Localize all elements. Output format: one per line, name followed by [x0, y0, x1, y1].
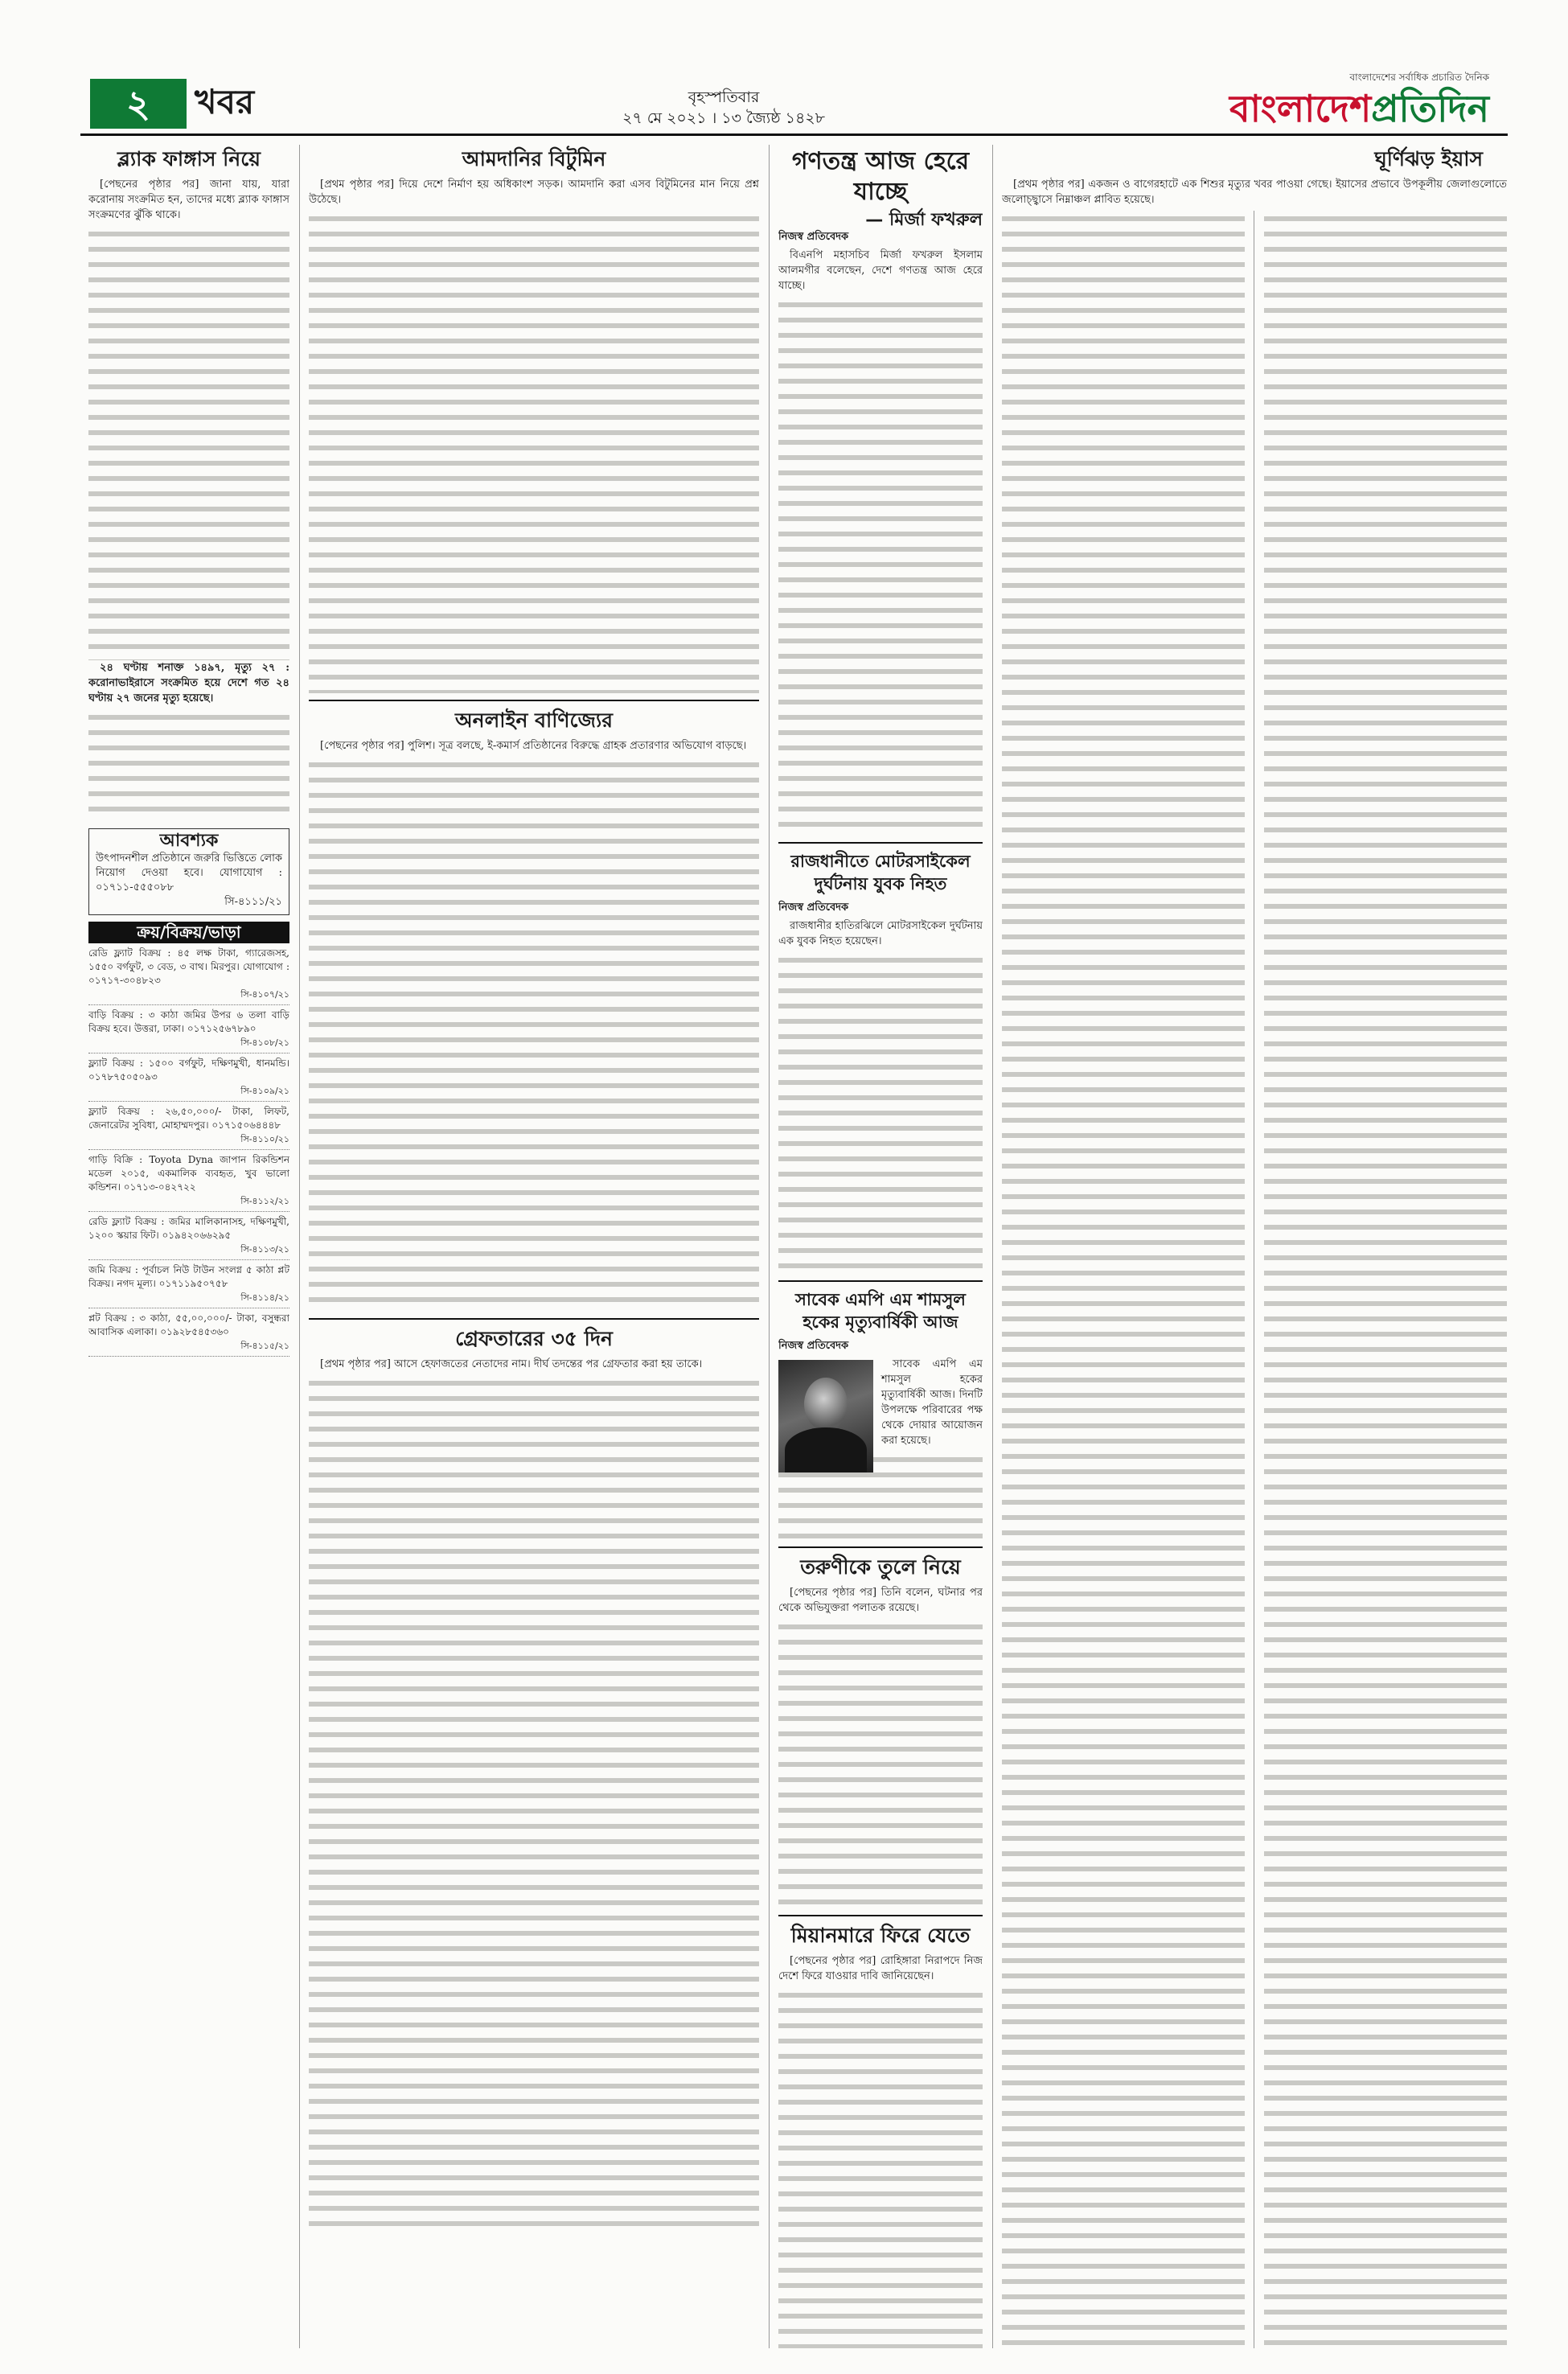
masthead-tagline: বাংলাদেশের সর্বাধিক প্রচারিত দৈনিক	[1349, 72, 1489, 83]
classified-ad	[88, 1005, 289, 1054]
newspaper-masthead	[1229, 71, 1489, 130]
classified-ad-text: জমি বিক্রয় : পূর্বাচল নিউ টাউন সংলগ্ন ৫ কাঠা প্লট বিক্রয়। নগদ মূল্য। ০১৭১১৯৫০৭৫৮	[88, 1264, 289, 1289]
story-myanmar-lead: [পেছনের পৃষ্ঠার পর] রোহিঙ্গারা নিরাপদে নিজ দেশে ফিরে যাওয়ার দাবি জানিয়েছেন।	[778, 1955, 983, 1982]
story-democracy-body	[778, 297, 983, 836]
story-covid-update-body	[88, 709, 289, 822]
column-divider	[769, 145, 770, 2348]
classified-ad	[88, 1150, 289, 1212]
dateline	[474, 87, 973, 129]
masthead-name	[1229, 87, 1489, 130]
story-bitumen-title: আমদানির বিটুমিন	[462, 147, 606, 170]
classified-ad-code: সি-৪১১৫/২১	[240, 1341, 289, 1351]
story-black-fungus-body	[88, 226, 289, 660]
classified-ad-text: বাড়ি বিক্রয় : ৩ কাঠা জমির উপর ৬ তলা বাড়ি বিক্রয় হবে। উত্তরা, ঢাকা। ০১৭১২৫৬৭৮৯০	[88, 1009, 289, 1034]
column-divider	[992, 145, 993, 2348]
column-divider	[299, 145, 300, 2348]
story-divider	[778, 1280, 983, 1282]
story-motorcycle-lead: রাজধানীর হাতিরঝিলে মোটরসাইকেল দুর্ঘটনায় এক যুবক নিহত হয়েছেন।	[778, 920, 983, 947]
classified-ad-code: সি-৪১০৭/২১	[240, 989, 289, 1000]
page-number-badge: ২	[90, 79, 187, 129]
story-democracy-title: গণতন্ত্র আজ হেরে যাচ্ছে	[791, 147, 970, 206]
story-anniversary-byline: নিজস্ব প্রতিবেদক	[778, 1340, 849, 1352]
story-kidnap-title: তরুণীকে তুলে নিয়ে	[800, 1555, 961, 1579]
classified-ad	[88, 1260, 289, 1308]
story-divider	[778, 842, 983, 844]
classified-ad	[88, 1308, 289, 1357]
notice-title: আবশ্যক	[159, 831, 219, 851]
story-kidnap-body	[778, 1619, 983, 1908]
classified-ad-text: রেডি ফ্ল্যাট বিক্রয় : জমির মালিকানাসহ, দক্ষিণমুখী, ১২০০ স্কয়ার ফিট। ০১৯৪২০৬৬২৯৫	[88, 1216, 289, 1241]
classified-ad	[88, 1054, 289, 1102]
story-kidnap-lead: [পেছনের পৃষ্ঠার পর] তিনি বলেন, ঘটনার পর থেকে অভিযুক্তরা পলাতক রয়েছে।	[778, 1587, 983, 1614]
story-cyclone-lead: [প্রথম পৃষ্ঠার পর] একজন ও বাগেরহাটে এক শিশুর মৃত্যুর খবর পাওয়া গেছে। ইয়াসের প্রভাবে উপকূলীয় জেলাগুলোতে জলোচ্ছ্বাসে নিম্নাঞ্চল প্লাবিত হয়েছে।	[1002, 179, 1507, 206]
story-divider	[778, 1915, 983, 1916]
classified-ad	[88, 943, 289, 1005]
story-arrest-title: গ্রেফতারের ৩৫ দিন	[455, 1327, 613, 1350]
classified-section-title: ক্রয়/বিক্রয়/ভাড়া	[88, 922, 289, 943]
date: ২৭ মে ২০২১ । ১৩ জ্যৈষ্ঠ ১৪২৮	[622, 109, 825, 127]
story-myanmar-body	[778, 1987, 983, 2348]
story-motorcycle-title: রাজধানীতে মোটরসাইকেল দুর্ঘটনায় যুবক নিহত	[790, 852, 971, 893]
story-ecommerce-lead: [পেছনের পৃষ্ঠার পর] পুলিশ। সূত্র বলছে, ই-কমার্স প্রতিষ্ঠানের বিরুদ্ধে গ্রাহক প্রতারণার অভিযোগ বাড়ছে।	[320, 740, 747, 752]
notice-box	[88, 828, 289, 915]
header-divider	[80, 133, 1508, 136]
page-header	[0, 0, 1568, 141]
classified-ad-code: সি-৪১১২/২১	[240, 1196, 289, 1206]
story-ecommerce-body	[309, 757, 759, 1312]
story-motorcycle-body	[778, 952, 983, 1274]
story-divider	[309, 700, 759, 701]
column-3	[778, 145, 983, 2348]
classified-ad-text: ফ্ল্যাট বিক্রয় : ২৬,৫০,০০০/- টাকা, লিফট, জেনারেটর সুবিধা, মোহাম্মদপুর। ০১৭১৫০৬৪৪৪৮	[88, 1106, 289, 1131]
notice-code: সি-৪১১১/২১	[224, 896, 282, 908]
classified-ad-text: প্লট বিক্রয় : ৩ কাঠা, ৫৫,০০,০০০/- টাকা, বসুন্ধরা আবাসিক এলাকা। ০১৯২৮৫৪৫৩৬০	[88, 1312, 289, 1337]
story-arrest-lead: [প্রথম পৃষ্ঠার পর] আসে হেফাজতের নেতাদের নাম। দীর্ঘ তদন্তের পর গ্রেফতার করা হয় তাকে।	[320, 1358, 703, 1370]
notice-body: উৎপাদনশীল প্রতিষ্ঠানে জরুরি ভিত্তিতে লোক নিয়োগ দেওয়া হবে। যোগাযোগ : ০১৭১১-৫৫৫০৮৮	[96, 852, 282, 893]
column-4	[1002, 145, 1507, 2348]
story-arrest-body	[309, 1375, 759, 2228]
weekday: বৃহস্পতিবার	[688, 88, 760, 106]
classified-ad	[88, 1102, 289, 1150]
classified-ad	[88, 1212, 289, 1260]
story-anniversary-title: সাবেক এমপি এম শামসুল হকের মৃত্যুবার্ষিকী আজ	[795, 1290, 966, 1332]
story-cyclone-title: ঘূর্ণিঝড় ইয়াস	[1374, 147, 1483, 170]
story-covid-update-lead: ২৪ ঘণ্টায় শনাক্ত ১৪৯৭, মৃত্যু ২৭ : করোনাভাইরাসে সংক্রমিত হয়ে দেশে গত ২৪ ঘণ্টায় ২৭ জনের মৃত্যু হয়েছে।	[88, 662, 289, 704]
classified-ad-text: ফ্ল্যাট বিক্রয় : ১৫০০ বর্গফুট, দক্ষিণমুখী, ধানমন্ডি। ০১৭৮৭৫০৫০৯৩	[88, 1058, 289, 1082]
masthead-name-part2: প্রতিদিন	[1371, 87, 1489, 130]
story-ecommerce-title: অনলাইন বাণিজ্যের	[455, 709, 613, 732]
story-bitumen-lead: [প্রথম পৃষ্ঠার পর] দিয়ে দেশে নির্মাণ হয় অধিকাংশ সড়ক। আমদানি করা এসব বিটুমিনের মান নিয়ে প্রশ্ন উঠেছে।	[309, 179, 759, 206]
classified-ad-code: সি-৪১১৩/২১	[240, 1244, 289, 1255]
story-divider	[309, 1318, 759, 1320]
column-1	[88, 145, 289, 2348]
portrait-photo	[778, 1360, 873, 1472]
story-democracy-subtitle: — মির্জা ফখরুল	[865, 210, 983, 230]
story-bitumen-body	[309, 211, 759, 693]
classified-ad-text: রেডি ফ্ল্যাট বিক্রয় : ৪৫ লক্ষ টাকা, গ্যারেজসহ, ১৫৫০ বর্গফুট, ৩ বেড, ৩ বাথ। মিরপুর। যোগাযোগ : ০১৭১৭-৩০৪৮২৩	[88, 947, 289, 986]
story-democracy-byline: নিজস্ব প্রতিবেদক	[778, 231, 849, 243]
classified-list	[88, 943, 289, 1357]
story-democracy-lead: বিএনপি মহাসচিব মির্জা ফখরুল ইসলাম আলমগীর বলেছেন, দেশে গণতন্ত্র আজ হেরে যাচ্ছে।	[778, 249, 983, 292]
classified-ad-code: সি-৪১০৯/২১	[240, 1086, 289, 1096]
story-cyclone-body	[1002, 211, 1507, 2348]
classified-ad-text: গাড়ি বিক্রি : Toyota Dyna জাপান রিকন্ডিশন মডেল ২০১৫, একমালিক ব্যবহৃত, খুব ভালো কন্ডিশন। ০১৭১৩-০৪২৭২২	[88, 1154, 289, 1193]
story-anniversary-lead: সাবেক এমপি এম শামসুল হকের মৃত্যুবার্ষিকী আজ। দিনটি উপলক্ষে পরিবারের পক্ষ থেকে দোয়ার আয়োজন করা হয়েছে।	[881, 1358, 983, 1447]
masthead-name-part1: বাংলাদেশ	[1229, 87, 1372, 130]
story-black-fungus-lead: [পেছনের পৃষ্ঠার পর] জানা যায়, যারা করোনায় সংক্রমিত হন, তাদের মধ্যে ব্ল্যাক ফাঙ্গাস সংক্রমণের ঝুঁকি থাকে।	[88, 179, 289, 221]
column-2	[309, 145, 759, 2348]
classified-ad-code: সি-৪১১৪/২১	[240, 1292, 289, 1303]
section-name: খবর	[195, 82, 255, 121]
story-motorcycle-byline: নিজস্ব প্রতিবেদক	[778, 902, 849, 914]
classified-ad-code: সি-৪১১০/২১	[240, 1134, 289, 1144]
classified-ad-code: সি-৪১০৮/২১	[240, 1037, 289, 1048]
story-divider	[778, 1546, 983, 1548]
story-black-fungus-title: ব্ল্যাক ফাঙ্গাস নিয়ে	[117, 147, 261, 170]
story-myanmar-title: মিয়ানমারে ফিরে যেতে	[790, 1924, 971, 1947]
